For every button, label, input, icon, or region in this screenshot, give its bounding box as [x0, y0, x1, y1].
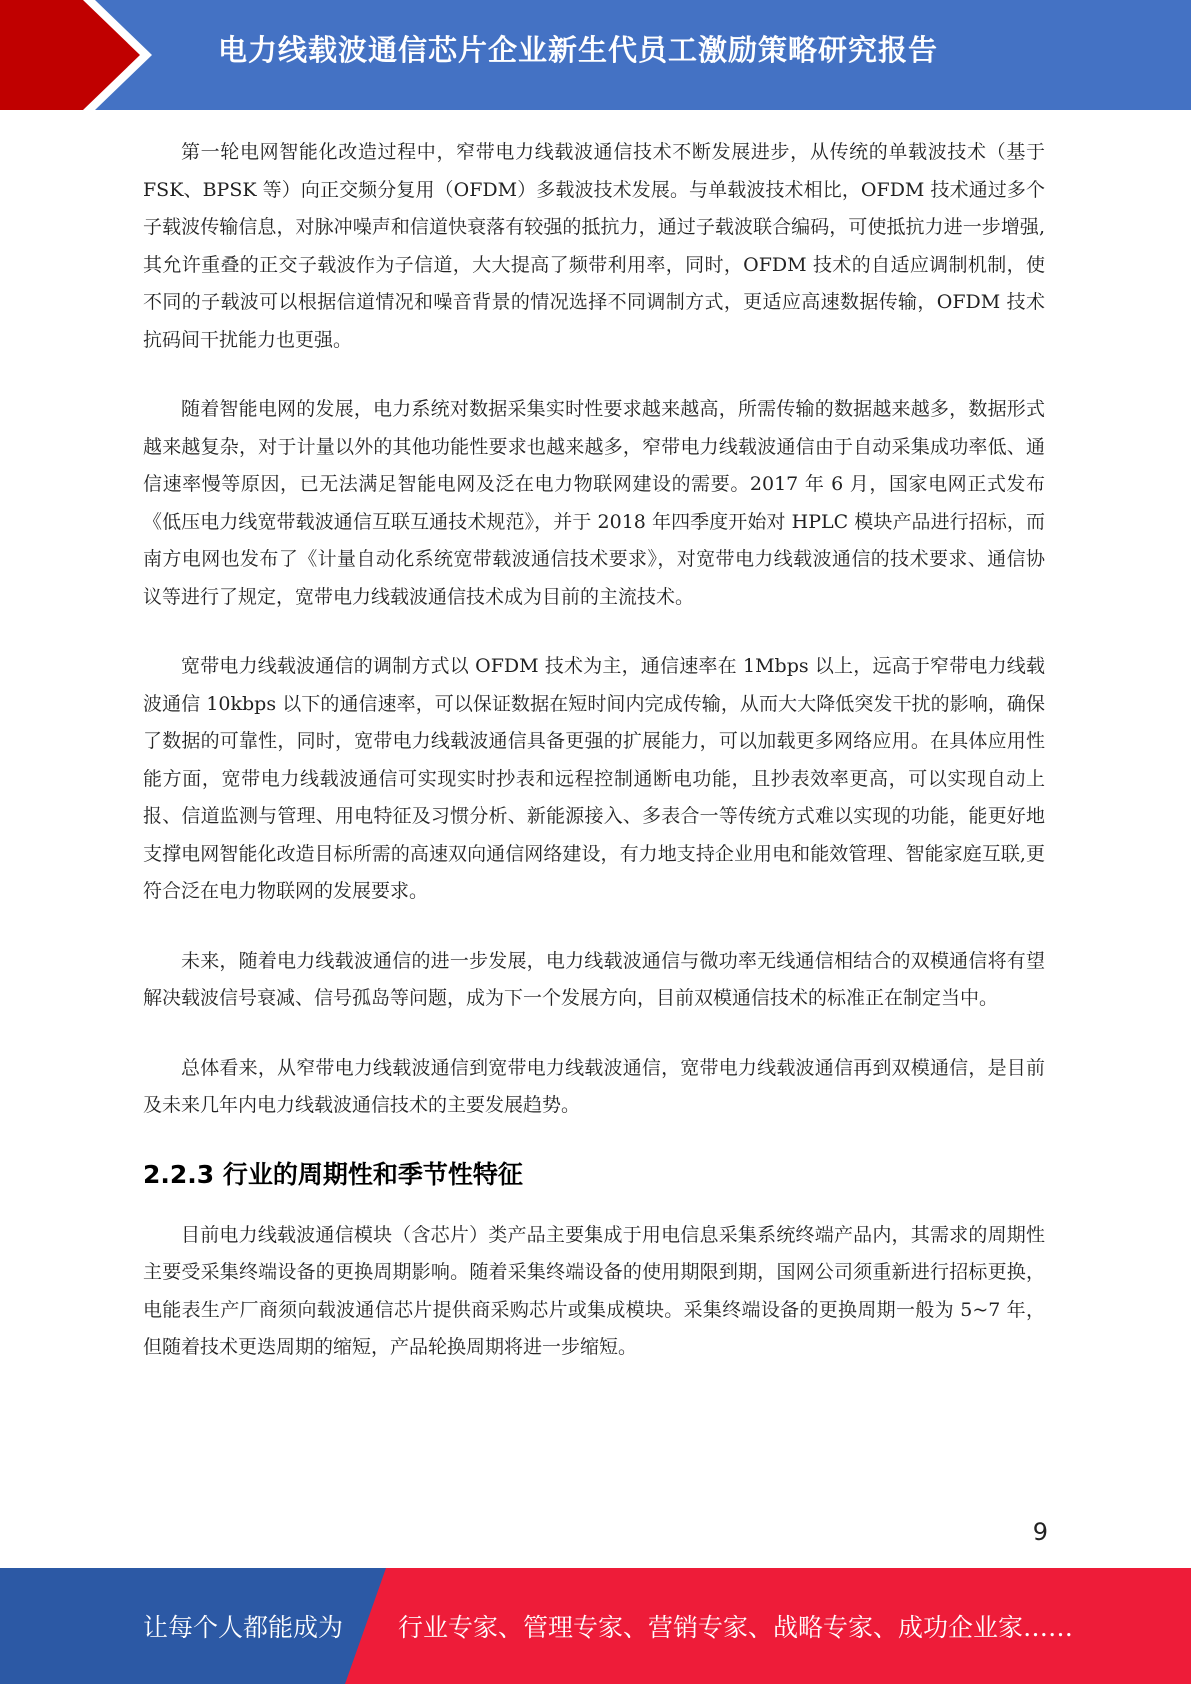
paragraph-cyclicality: 目前电力线载波通信模块（含芯片）类产品主要集成于用电信息采集系统终端产品内，其需求的周期性主要受采集终端设备的更换周期影响。随着采集终端设备的使用期限到期，国网公司须重新进行招标更换，电能表生产厂商须向载波通信芯片提供商采购芯片或集成模块。采集终端设备的更换周期一般为 5~7 年，但随着技术更迭周期的缩短，产品轮换周期将进一步缩短。	[143, 1223, 1045, 1358]
footer-slogan-left: 让每个人都能成为	[143, 1613, 344, 1642]
page-number: 9	[1032, 1518, 1048, 1546]
header-chevron-red	[0, 0, 145, 110]
paragraph-trend-summary: 总体看来，从窄带电力线载波通信到宽带电力线载波通信，宽带电力线载波通信再到双模通信，是目前及未来几年内电力线载波通信技术的主要发展趋势。	[143, 1056, 1045, 1116]
section-heading: 2.2.3 行业的周期性和季节性特征	[143, 1159, 523, 1189]
page-content	[143, 134, 1045, 1399]
report-title: 电力线载波通信芯片企业新生代员工激励策略研究报告	[218, 33, 939, 67]
paragraph-ofdm-evolution: 第一轮电网智能化改造过程中，窄带电力线载波通信技术不断发展进步，从传统的单载波技术（基于 FSK、BPSK 等）向正交频分复用（OFDM）多载波技术发展。与单载波技术相比，OFDM 技术通过多个子载波传输信息，对脉冲噪声和信道快衰落有较强的抵抗力，通过子载波联合编码，可使抵抗力进一步增强,其允许重叠的正交子载波作为子信道，大大提高了频带利用率，同时，OFDM 技术的自适应调制机制，使不同的子载波可以根据信道情况和噪音背景的情况选择不同调制方式，更适应高速数据传输，OFDM 技术抗码间干扰能力也更强。	[143, 141, 1045, 351]
footer-banner	[0, 1568, 1191, 1684]
paragraph-dual-mode: 未来，随着电力线载波通信的进一步发展，电力线载波通信与微功率无线通信相结合的双模通信将有望解决载波信号衰减、信号孤岛等问题，成为下一个发展方向，目前双模通信技术的标准正在制定当中。	[143, 949, 1045, 1009]
header-banner	[0, 0, 1191, 110]
paragraph-smart-grid: 随着智能电网的发展，电力系统对数据采集实时性要求越来越高，所需传输的数据越来越多，数据形式越来越复杂，对于计量以外的其他功能性要求也越来越多，窄带电力线载波通信由于自动采集成功率低、通信速率慢等原因，已无法满足智能电网及泛在电力物联网建设的需要。2017 年 6 月，国家电网正式发布《低压电力线宽带载波通信互联互通技术规范》，并于 2018 年四季度开始对 HPLC 模块产品进行招标，而南方电网也发布了《计量自动化系统宽带载波通信技术要求》，对宽带电力线载波通信的技术要求、通信协议等进行了规定，宽带电力线载波通信技术成为目前的主流技术。	[143, 398, 1045, 608]
footer-slogan-right: 行业专家、管理专家、营销专家、战略专家、成功企业家……	[398, 1613, 1074, 1642]
paragraph-broadband-plc: 宽带电力线载波通信的调制方式以 OFDM 技术为主，通信速率在 1Mbps 以上，远高于窄带电力线载波通信 10kbps 以下的通信速率，可以保证数据在短时间内完成传输，从而大大降低突发干扰的影响，确保了数据的可靠性，同时，宽带电力线载波通信具备更强的扩展能力，可以加载更多网络应用。在具体应用性能方面，宽带电力线载波通信可实现实时抄表和远程控制通断电功能，且抄表效率更高，可以实现自动上报、信道监测与管理、用电特征及习惯分析、新能源接入、多表合一等传统方式难以实现的功能，能更好地支撑电网智能化改造目标所需的高速双向通信网络建设，有力地支持企业用电和能效管理、智能家庭互联,更符合泛在电力物联网的发展要求。	[143, 655, 1045, 902]
